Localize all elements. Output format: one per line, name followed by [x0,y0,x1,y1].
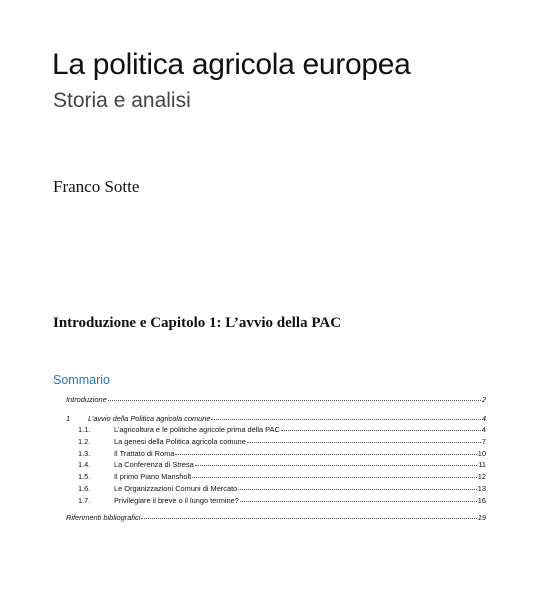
toc-leader-dots [281,424,481,431]
toc-entry-1-4[interactable] [66,459,486,471]
toc-entry-number: 1.2. [78,437,91,447]
toc-leader-dots [195,459,478,466]
toc-entry-page: 19 [477,513,486,523]
toc-entry-label: Riferimenti bibliografici [66,513,141,523]
toc-entry-1-7[interactable] [66,495,486,507]
toc-entry-number: 1.1. [78,425,91,435]
document-subtitle: Storia e analisi [53,89,191,112]
toc-entry-page: 16 [477,495,486,505]
toc-entry-label: L’avvio della Politica agricola comune [88,413,211,423]
toc-entry-1-2[interactable] [66,436,486,448]
toc-heading: Sommario [53,373,110,387]
table-of-contents [66,394,486,524]
toc-entry-number: 1.3. [78,448,91,458]
toc-entry-page: 13 [477,483,486,493]
toc-leader-dots [108,394,481,401]
toc-entry-number: 1 [66,413,71,423]
toc-leader-dots [192,471,477,478]
toc-leader-dots [247,436,481,443]
toc-entry-number: 1.7. [78,495,91,505]
toc-entry-page: 10 [477,448,486,458]
toc-entry-label: Le Organizzazioni Comuni di Mercato [114,483,238,493]
toc-entry-1-3[interactable] [66,448,486,460]
toc-entry-page: 2 [481,395,486,404]
toc-entry-number: 1.6. [78,483,91,493]
toc-entry-label: La genesi della Politica agricola comune [114,437,246,447]
toc-leader-dots [211,413,480,420]
toc-entry-label: Il primo Piano Mansholt [114,472,192,482]
toc-entry-1-1[interactable] [66,424,486,436]
toc-entry-page: 7 [481,437,486,447]
toc-entry-page: 4 [481,413,486,423]
toc-leader-dots [175,448,476,455]
toc-entry-1-6[interactable] [66,483,486,495]
document-title: La politica agricola europea [52,48,411,81]
toc-entry-page: 4 [481,425,486,435]
toc-leader-dots [238,483,477,490]
toc-entry-label: Introduzione [66,395,107,404]
toc-entry-page: 12 [477,472,486,482]
toc-entry-label: La Conferenza di Stresa [114,460,194,470]
toc-leader-dots [240,495,477,502]
toc-entry-number: 1.4. [78,460,91,470]
toc-entry-1-5[interactable] [66,471,486,483]
toc-entry-label: L’agricoltura e le politiche agricole prima della PAC [114,425,280,435]
toc-entry-chapter-1[interactable] [66,413,486,425]
toc-entry-label: Privilegiare il breve o il lungo termine? [114,495,239,505]
chapter-heading: Introduzione e Capitolo 1: L’avvio della PAC [53,315,342,331]
toc-entry-introduzione[interactable] [66,394,486,406]
toc-entry-number: 1.5. [78,472,91,482]
toc-entry-label: Il Trattato di Roma [114,448,175,458]
toc-entry-page: 11 [478,460,486,470]
author-name: Franco Sotte [53,177,140,196]
toc-entry-riferimenti[interactable] [66,512,486,524]
toc-leader-dots [141,512,476,519]
